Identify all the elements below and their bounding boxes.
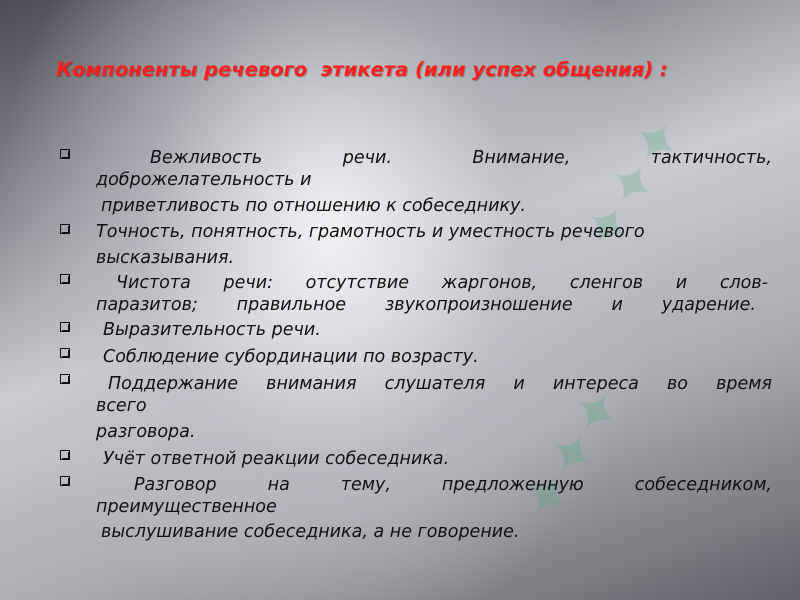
list-item-line: Соблюдение субординации по возрасту. bbox=[103, 347, 479, 367]
list-item-line: разговора. bbox=[96, 422, 196, 442]
watermark: ✦✦✦ bbox=[567, 103, 699, 265]
list-item-line: Выразительность речи. bbox=[103, 320, 321, 340]
list-item-line: Точность, понятность, грамотность и уместность речевого bbox=[96, 222, 645, 242]
list-item-line: выслушивание собеседника, а не говорение. bbox=[101, 522, 520, 542]
checkbox-bullet-icon bbox=[60, 224, 70, 234]
checkbox-bullet-icon bbox=[60, 450, 70, 460]
list-item-line: паразитов; правильное звукопроизношение и ударение. bbox=[96, 295, 756, 315]
watermark: ✦✦✦ bbox=[507, 373, 639, 535]
list-item-line: Разговор на тему, предложенную собеседником, bbox=[134, 475, 772, 495]
list-item-line: приветливость по отношению к собеседнику. bbox=[101, 196, 526, 216]
checkbox-bullet-icon bbox=[60, 322, 70, 332]
slide-title: Компоненты речевого этикета (или успех общения) : bbox=[56, 58, 668, 81]
checkbox-bullet-icon bbox=[60, 274, 70, 284]
list-item-line: преимущественное bbox=[96, 497, 277, 517]
checkbox-bullet-icon bbox=[60, 348, 70, 358]
checkbox-bullet-icon bbox=[60, 374, 70, 384]
list-item-line: Вежливость речи. Внимание, тактичность, bbox=[150, 148, 772, 168]
list-item-line: всего bbox=[96, 396, 147, 416]
checkbox-bullet-icon bbox=[60, 149, 70, 159]
list-item-line: Поддержание внимания слушателя и интереса во время bbox=[108, 374, 772, 394]
list-item-line: высказывания. bbox=[96, 248, 235, 268]
checkbox-bullet-icon bbox=[60, 476, 70, 486]
list-item-line: Чистота речи: отсутствие жаргонов, сленгов и слов- bbox=[116, 273, 768, 293]
list-item-line: доброжелательность и bbox=[96, 170, 312, 190]
list-item-line: Учёт ответной реакции собеседника. bbox=[103, 449, 450, 469]
